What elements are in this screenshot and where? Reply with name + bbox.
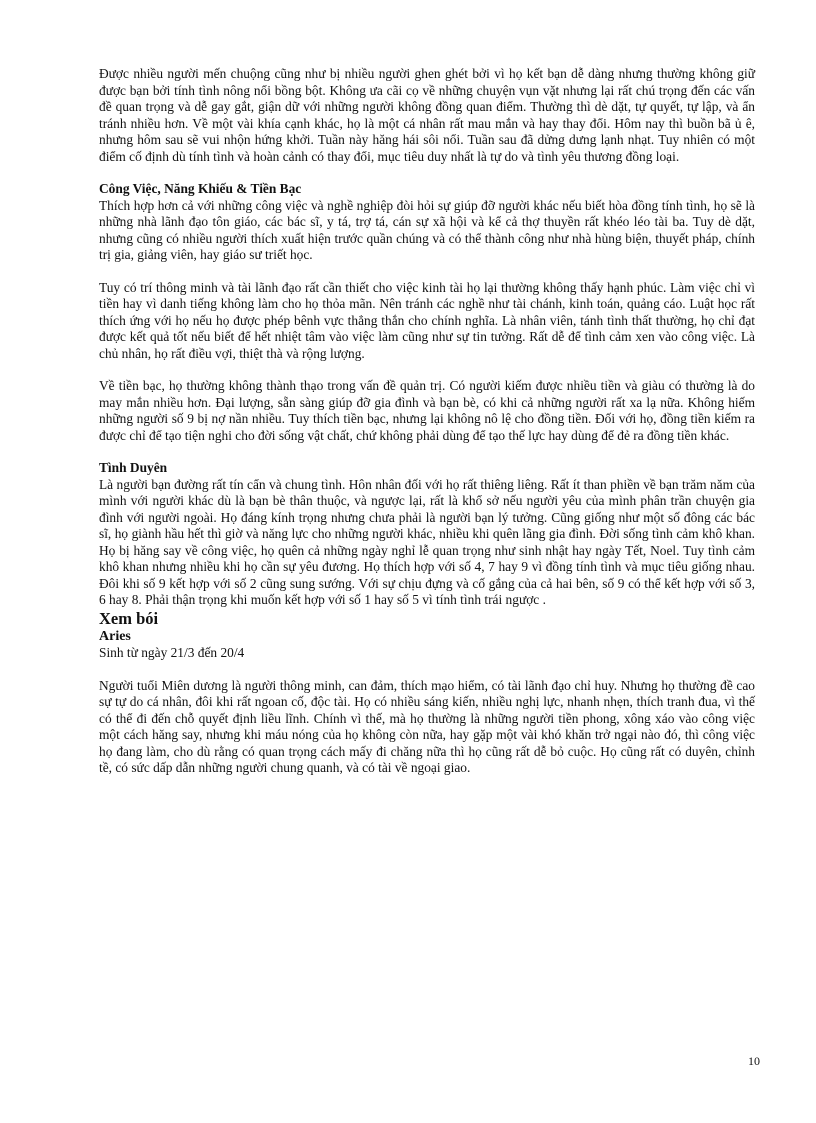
paragraph-gap bbox=[99, 444, 755, 460]
page-number: 10 bbox=[748, 1054, 760, 1068]
paragraph-gap bbox=[99, 165, 755, 181]
paragraph-gap bbox=[99, 662, 755, 678]
love-heading: Tình Duyên bbox=[99, 460, 168, 475]
paragraph-gap bbox=[99, 362, 755, 378]
career-paragraph-1: Thích hợp hơn cả với những công việc và nghề nghiệp đòi hỏi sự giúp đỡ người khác nếu biết hòa đồng tính tình, họ sẽ là những nhà lãnh đạo tôn giáo, các bác sĩ, y tá, trợ tá, cán sự xã hội và kể cả thợ thuyền rất khéo léo tài ba. Tuy dè dặt, nhưng cũng có nhiều người thích xuất hiện trước quần chúng và có thể thành công như nhà hùng biện, thuyết pháp, chính trị gia, giảng viên, hay giáo sư triết học. bbox=[99, 197, 755, 262]
horoscope-paragraph: Người tuổi Miên dương là người thông minh, can đảm, thích mạo hiểm, có tài lãnh đạo chỉ huy. Nhưng họ thường đề cao sự tự do cá nhân, đôi khi rất ngoan cố, độc tài. Họ có nhiều sáng kiến, nhiều nghị lực, nhanh nhẹn, thích tranh đua, vì thế có thể đi đến chỗ quyết định liều lĩnh. Chính vì thế, mà họ thường là những người tiền phong, xông xáo vào công việc một cách hăng say, nhưng khi máu nóng của họ không còn nữa, hay gặp một vài khó khăn trở ngại nào đó, thì công việc họ đang làm, cho dù rằng có quan trọng cách mấy đi chăng nữa thì họ cũng rất dễ bỏ cuộc. Họ cũng rất có duyên, chỉnh tề, có sức dấp dẫn những người chung quanh, và có tài về ngoại giao. bbox=[99, 677, 755, 775]
career-heading: Công Việc, Năng Khiếu & Tiền Bạc bbox=[99, 181, 302, 196]
career-paragraph-3: Về tiền bạc, họ thường không thành thạo trong vấn đề quản trị. Có người kiếm được nhiều tiền và giàu có thường là do may mắn nhiều hơn. Đại lượng, sẵn sàng giúp đỡ gia đình và bạn bè, có khi cả những người rất xa lạ nữa. Không hiếm những người số 9 bị nợ nần nhiều. Tuy thích tiền bạc, nhưng lại không nô lệ cho đồng tiền. Đối với họ, đồng tiền kiếm ra được chỉ để tạo tiện nghi cho đời sống vật chất, chứ không phải dùng để tạo thế lực hay dùng để đẻ ra đồng tiền khác. bbox=[99, 378, 755, 443]
page-content bbox=[99, 66, 755, 777]
love-paragraph: Là người bạn đường rất tín cẩn và chung tình. Hôn nhân đối với họ rất thiêng liêng. Rất ít than phiền về bạn trăm năm của mình với người khác dù là bạn bè thân thuộc, và ngược lại, rất là khổ sở nếu người yêu của mình phân trần chuyện gia đình với người ngoài. Họ đáng kính trọng nhưng chưa phải là người bạn lý tưởng. Cũng giống như một số đông các bác sĩ, họ giành hầu hết thì giờ và năng lực cho những người khác, nhiều khi quên lãng gia đình. Đời sống tình cảm khô khan. Họ bị hăng say về công việc, họ quên cả những ngày nghỉ lễ quan trọng như sinh nhật hay ngày Tết, Noel. Tuy tình cảm khô khan nhưng nhiều khi họ cần sự yêu đương. Họ thích hợp với số 4, 7 hay 9 vì đồng tính tình và mục tiêu giống nhau. Đôi khi số 9 kết hợp với số 2 cũng sung sướng. Với sự chịu đựng và cố gắng của cả hai bên, số 9 có thể kết hợp với số 3, 6 hay 8. Phải thận trọng khi muốn kết hợp với số 1 hay số 5 vì tính tình trái ngược . bbox=[99, 476, 755, 607]
career-paragraph-2: Tuy có trí thông minh và tài lãnh đạo rất cần thiết cho việc kinh tài họ lại thường không thấy hạnh phúc. Làm việc chỉ vì tiền hay vì danh tiếng không làm cho họ thỏa mãn. Nên tránh các nghề như tài chánh, kinh toán, quảng cáo. Luật học rất thích ứng với họ nếu họ được phép bênh vực thẳng thắn cho chính nghĩa. Là nhân viên, tánh tình thất thường, họ chỉ đạt được kết quả tốt nếu biết để hết nhiệt tâm vào việc làm cũng như sự tin tưởng. Rất dễ để tình cảm xen vào công việc. Là chủ nhân, họ rất điều vợi, thiệt thà và rộng lượng. bbox=[99, 279, 755, 361]
intro-paragraph: Được nhiều người mến chuộng cũng như bị nhiều người ghen ghét bởi vì họ kết bạn dễ dàng nhưng thường không giữ được bạn bởi tính tình nông nổi bồng bột. Không ưa cãi cọ về những chuyện vụn vặt nhưng lại rất chú trọng đến các vấn đề quan trọng và dễ gay gắt, giận dữ với những người không đồng quan điểm. Thường thì dè dặt, tự quyết, tự lập, và ẩn tránh nhiều hơn. Về một vài khía cạnh khác, họ là một cá nhân rất mau mắn và hay thay đổi. Hôm nay thì buồn bã ủ ê, nhưng hôm sau sẽ vui nhộn hứng khởi. Tuần này hăng hái sôi nổi. Tuần sau đã dửng dưng lạnh nhạt. Tuy nhiên có một điểm cố định dù tính tình và hoàn cảnh có thay đổi, mục tiêu duy nhất là tự do và tình yêu thương đồng loại. bbox=[99, 66, 755, 164]
paragraph-gap bbox=[99, 264, 755, 280]
horoscope-title: Xem bói bbox=[99, 608, 159, 628]
zodiac-sign-heading: Aries bbox=[99, 628, 131, 644]
zodiac-dates: Sinh từ ngày 21/3 đến 20/4 bbox=[99, 645, 245, 660]
